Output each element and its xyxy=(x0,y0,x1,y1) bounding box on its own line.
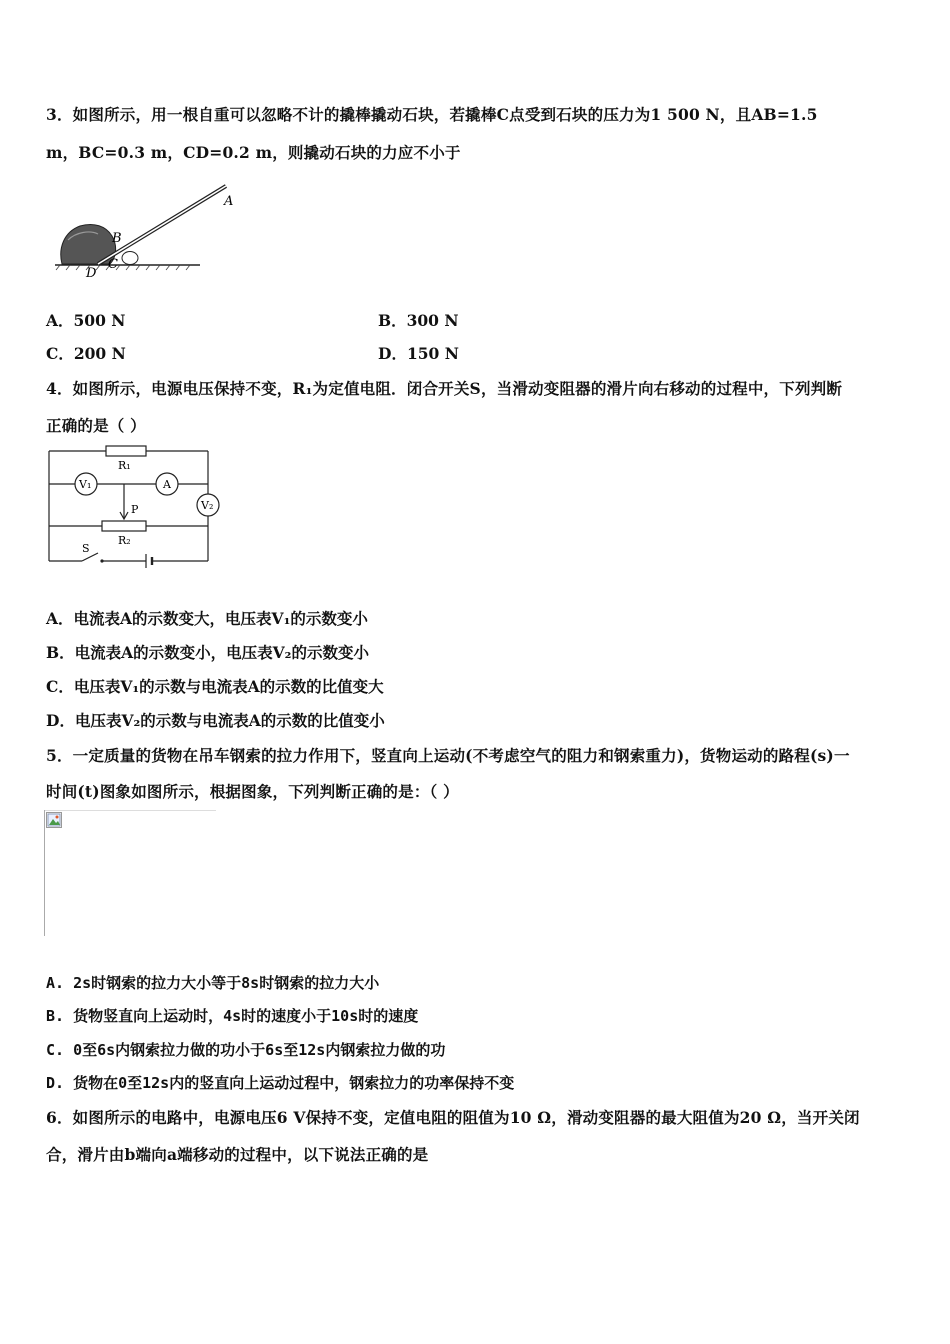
q4-option-c: C．电压表V₁的示数与电流表A的示数的比值变大 xyxy=(46,677,384,696)
q5-option-d: D. 货物在0至12s内的竖直向上运动过程中，钢索拉力的功率保持不变 xyxy=(46,1074,515,1092)
label-r1: R₁ xyxy=(118,459,131,472)
q5-stem-line1: 5．一定质量的货物在吊车钢索的拉力作用下，竖直向上运动(不考虑空气的阻力和钢索重力)，货物运动的路程(s)一 xyxy=(46,746,850,765)
q3-option-a: A．500 N xyxy=(46,311,126,330)
q3-stem-line1: 3．如图所示，用一根自重可以忽略不计的撬棒撬动石块，若撬棒C点受到石块的压力为1 500 N，且AB=1.5 xyxy=(46,105,818,124)
q4-stem-line2: 正确的是（ ） xyxy=(46,416,146,435)
label-p: P xyxy=(131,503,139,516)
broken-image-icon xyxy=(46,812,62,828)
q6-stem-line2: 合，滑片由b端向a端移动的过程中，以下说法正确的是 xyxy=(46,1145,429,1164)
label-r2: R₂ xyxy=(118,534,131,547)
q6-stem-line1: 6．如图所示的电路中，电源电压6 V保持不变，定值电阻的阻值为10 Ω，滑动变阻器的最大阻值为20 Ω，当开关闭 xyxy=(46,1108,860,1127)
q5-stem-line2: 时间(t)图象如图所示，根据图象，下列判断正确的是：（ ） xyxy=(46,782,459,801)
q5-option-a: A. 2s时钢索的拉力大小等于8s时钢索的拉力大小 xyxy=(46,974,380,992)
q4-option-a: A．电流表A的示数变大，电压表V₁的示数变小 xyxy=(46,609,368,628)
label-c: C xyxy=(108,257,118,272)
q3-option-b: B．300 N xyxy=(378,311,459,330)
label-s: S xyxy=(82,542,90,555)
q4-circuit-diagram xyxy=(46,444,226,574)
q4-stem-line1: 4．如图所示，电源电压保持不变，R₁为定值电阻．闭合开关S，当滑动变阻器的滑片向右移动的过程中，下列判断 xyxy=(46,379,843,398)
label-v1: V₁ xyxy=(79,478,92,491)
q4-option-d: D．电压表V₂的示数与电流表A的示数的比值变小 xyxy=(46,711,385,730)
broken-image-placeholder xyxy=(44,810,216,936)
label-v2: V₂ xyxy=(201,499,214,512)
q3-lever-figure xyxy=(50,180,250,280)
q5-option-b: B. 货物竖直向上运动时，4s时的速度小于10s时的速度 xyxy=(46,1007,419,1025)
label-a: A xyxy=(224,194,234,209)
label-b: B xyxy=(112,231,122,246)
q3-option-c: C．200 N xyxy=(46,344,126,363)
label-ammeter: A xyxy=(163,478,171,491)
q4-option-b: B．电流表A的示数变小，电压表V₂的示数变小 xyxy=(46,643,369,662)
q3-option-d: D．150 N xyxy=(378,344,459,363)
q5-option-c: C. 0至6s内钢索拉力做的功小于6s至12s内钢索拉力做的功 xyxy=(46,1041,446,1059)
label-d: D xyxy=(86,266,97,281)
q3-stem-line2: m，BC=0.3 m，CD=0.2 m，则撬动石块的力应不小于 xyxy=(46,143,461,162)
